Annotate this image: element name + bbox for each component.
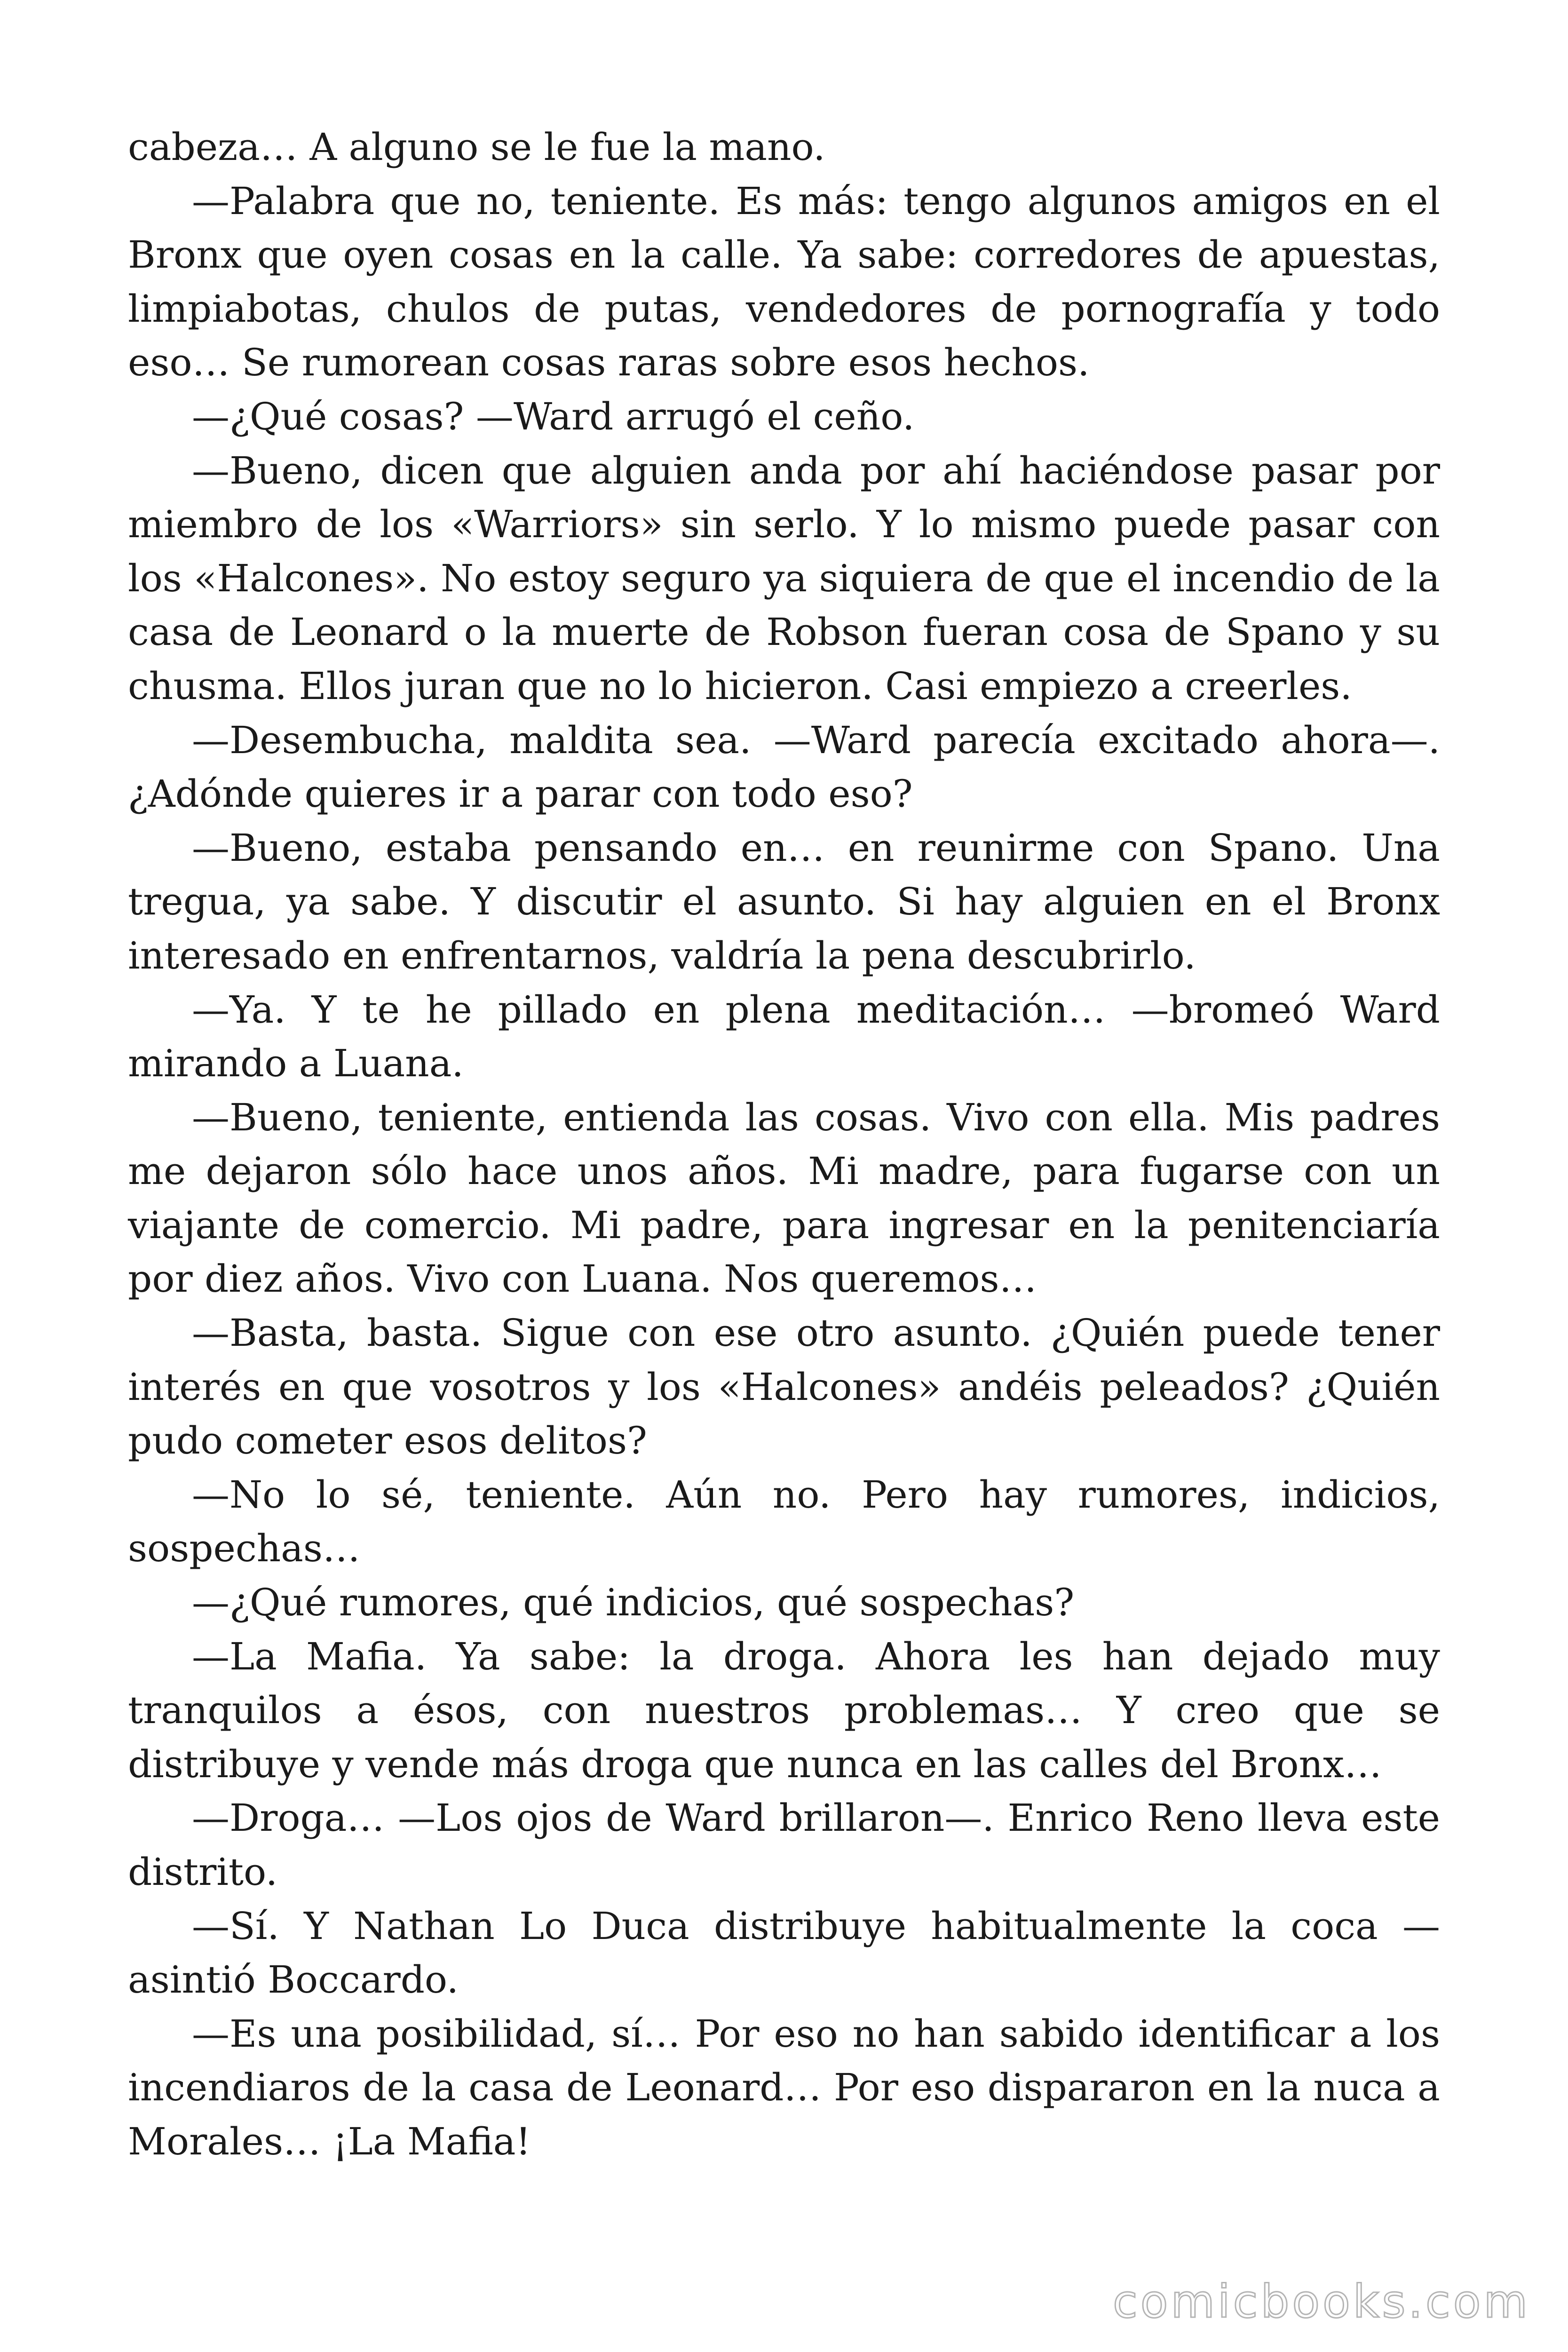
paragraph-9: —Basta, basta. Sigue con ese otro asunto. ¿Quién puede tener interés en que vosotros y los «Halcones» andéis peleados? ¿Quién pudo cometer esos delitos?: [128, 1311, 1440, 1463]
paragraph-1: cabeza… A alguno se le fue la mano.: [128, 125, 825, 169]
paragraph-10: —No lo sé, teniente. Aún no. Pero hay rumores, indicios, sospechas…: [128, 1472, 1440, 1571]
paragraph-15: —Es una posibilidad, sí… Por eso no han sabido identificar a los incendiaros de la casa de Leonard… Por eso dispararon en la nuca a Morales… ¡La Mafia!: [128, 2011, 1440, 2163]
paragraph-11: —¿Qué rumores, qué indicios, qué sospechas?: [192, 1581, 1075, 1625]
body-text: [128, 120, 1440, 2169]
paragraph-7: —Ya. Y te he pillado en plena meditación… —bromeó Ward mirando a Luana.: [128, 987, 1440, 1086]
paragraph-12: —La Mafia. Ya sabe: la droga. Ahora les han dejado muy tranquilos a ésos, con nuestros problemas… Y creo que se distribuye y vende más droga que nunca en las calles del Bronx…: [128, 1634, 1440, 1786]
paragraph-8: —Bueno, teniente, entienda las cosas. Vivo con ella. Mis padres me dejaron sólo hace unos años. Mi madre, para fugarse con un viajante de comercio. Mi padre, para ingresar en la penitenciaría por diez años. Vivo con Luana. Nos queremos…: [128, 1095, 1440, 1301]
paragraph-4: —Bueno, dicen que alguien anda por ahí haciéndose pasar por miembro de los «Warriors» sin serlo. Y lo mismo puede pasar con los «Halcones». No estoy seguro ya siquiera de que el incendio de la casa de Leonard o la muerte de Robson fueran cosa de Spano y su chusma. Ellos juran que no lo hicieron. Casi empiezo a creerles.: [128, 448, 1440, 708]
paragraph-6: —Bueno, estaba pensando en… en reunirme con Spano. Una tregua, ya sabe. Y discutir el asunto. Si hay alguien en el Bronx interesado en enfrentarnos, valdría la pena descubrirlo.: [128, 826, 1440, 977]
paragraph-5: —Desembucha, maldita sea. —Ward parecía excitado ahora—. ¿Adónde quieres ir a parar con todo eso?: [128, 718, 1440, 816]
paragraph-14: —Sí. Y Nathan Lo Duca distribuye habitualmente la coca —asintió Boccardo.: [128, 1904, 1440, 2002]
paragraph-3: —¿Qué cosas? —Ward arrugó el ceño.: [192, 394, 915, 438]
paragraph-13: —Droga… —Los ojos de Ward brillaron—. Enrico Reno lleva este distrito.: [128, 1796, 1440, 1894]
paragraph-2: —Palabra que no, teniente. Es más: tengo algunos amigos en el Bronx que oyen cosas en la calle. Ya sabe: corredores de apuestas, limpiabotas, chulos de putas, vendedores de pornografía y todo eso… Se rumorean cosas raras sobre esos hechos.: [128, 179, 1440, 385]
watermark: comicbooks.com: [1112, 2275, 1530, 2328]
